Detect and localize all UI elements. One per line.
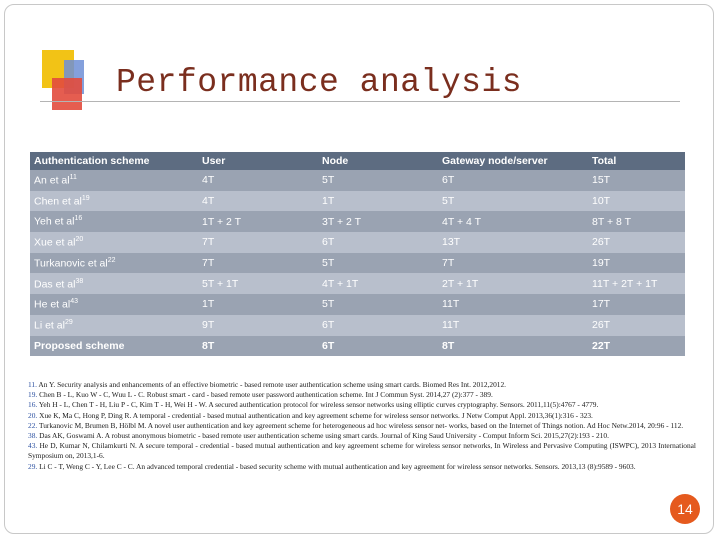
cell-scheme bbox=[30, 211, 198, 232]
table-row bbox=[30, 336, 685, 357]
table-row bbox=[30, 232, 685, 253]
cell-user: 8T bbox=[198, 336, 318, 357]
table-body bbox=[30, 170, 685, 356]
cell-scheme bbox=[30, 336, 198, 357]
cell-user: 5T + 1T bbox=[198, 273, 318, 294]
reference-item bbox=[28, 411, 696, 421]
cell-total: 22T bbox=[588, 336, 685, 357]
cell-node: 5T bbox=[318, 170, 438, 191]
reference-superscript: 43 bbox=[70, 298, 78, 306]
cell-scheme bbox=[30, 253, 198, 274]
performance-table bbox=[30, 152, 685, 356]
cell-total: 8T + 8 T bbox=[588, 211, 685, 232]
table-row bbox=[30, 273, 685, 294]
table-row bbox=[30, 315, 685, 336]
reference-text: Das AK, Goswami A. A robust anonymous biometric - based remote user authentication scheme using smart cards. Journal of King Saud University - Comput Inform Sci. 2015,27(2):193 - 210. bbox=[39, 431, 609, 441]
cell-node: 5T bbox=[318, 294, 438, 315]
table-header-row bbox=[30, 152, 685, 170]
cell-total: 26T bbox=[588, 232, 685, 253]
reference-number: 11. bbox=[28, 380, 37, 389]
reference-text: He D, Kumar N, Chilamkurti N. A secure temporal - credential - based mutual authentication and key agreement scheme for wireless sensor networks, In Wireless and Pervasive Computing (ISWPC), 2013 International Symposium on, 2013,1-6. bbox=[28, 441, 696, 461]
reference-item bbox=[28, 421, 696, 431]
scheme-name: He et al bbox=[34, 298, 71, 311]
reference-superscript: 38 bbox=[75, 277, 84, 285]
cell-gateway: 8T bbox=[438, 336, 588, 357]
cell-gateway: 4T + 4 T bbox=[438, 211, 588, 232]
slide-title: Performance analysis bbox=[116, 64, 523, 101]
cell-gateway: 7T bbox=[438, 253, 588, 274]
reference-number: 22. bbox=[28, 420, 38, 430]
cell-user: 1T bbox=[198, 294, 318, 315]
cell-node: 6T bbox=[318, 232, 438, 253]
scheme-name: Li et al bbox=[34, 319, 65, 332]
cell-gateway: 6T bbox=[438, 170, 588, 191]
cell-scheme bbox=[30, 191, 198, 212]
reference-number: 38. bbox=[28, 431, 38, 441]
reference-superscript: 19 bbox=[81, 194, 90, 202]
cell-scheme bbox=[30, 170, 198, 191]
reference-superscript: 11 bbox=[69, 174, 77, 182]
reference-item bbox=[28, 441, 696, 461]
table-row bbox=[30, 170, 685, 191]
scheme-name: Chen et al bbox=[34, 195, 82, 208]
scheme-name: Das et al bbox=[34, 278, 76, 291]
cell-gateway: 13T bbox=[438, 232, 588, 253]
reference-number: 19. bbox=[28, 390, 38, 400]
references-list bbox=[28, 380, 696, 472]
cell-total: 19T bbox=[588, 253, 685, 274]
cell-gateway: 11T bbox=[438, 315, 588, 336]
cell-user: 9T bbox=[198, 315, 318, 336]
header-node: Node bbox=[318, 152, 438, 170]
table-row bbox=[30, 191, 685, 212]
cell-gateway: 2T + 1T bbox=[438, 273, 588, 294]
cell-node: 6T bbox=[318, 336, 438, 357]
reference-superscript: 29 bbox=[64, 318, 73, 326]
cell-user: 7T bbox=[198, 253, 318, 274]
reference-text: Chen B - L, Kuo W - C, Wuu L - C. Robust smart - card - based remote user password authentication scheme. Int J Commun Syst. 2014,27 (2):377 - 389. bbox=[39, 390, 493, 400]
page-number-badge: 14 bbox=[670, 494, 700, 524]
cell-scheme bbox=[30, 294, 198, 315]
header-user: User bbox=[198, 152, 318, 170]
cell-user: 4T bbox=[198, 191, 318, 212]
cell-node: 5T bbox=[318, 253, 438, 274]
cell-total: 11T + 2T + 1T bbox=[588, 273, 685, 294]
cell-total: 10T bbox=[588, 191, 685, 212]
scheme-name: Xue et al bbox=[34, 236, 76, 249]
cell-node: 1T bbox=[318, 191, 438, 212]
decorative-red-square bbox=[52, 78, 82, 110]
reference-number: 20. bbox=[28, 410, 38, 420]
cell-node: 6T bbox=[318, 315, 438, 336]
scheme-name: Yeh et al bbox=[34, 215, 75, 228]
title-rule bbox=[40, 101, 680, 102]
scheme-name: Turkanovic et al bbox=[34, 257, 108, 270]
cell-user: 7T bbox=[198, 232, 318, 253]
reference-superscript: 16 bbox=[74, 215, 83, 223]
header-total: Total bbox=[588, 152, 685, 170]
reference-number: 16. bbox=[28, 400, 38, 410]
reference-number: 29. bbox=[28, 461, 38, 471]
reference-item bbox=[28, 380, 696, 390]
reference-item bbox=[28, 462, 696, 472]
cell-total: 17T bbox=[588, 294, 685, 315]
reference-number: 43. bbox=[28, 441, 38, 451]
table-row bbox=[30, 253, 685, 274]
cell-node: 4T + 1T bbox=[318, 273, 438, 294]
reference-superscript: 20 bbox=[75, 236, 84, 244]
scheme-name: An et al bbox=[34, 174, 70, 187]
reference-item bbox=[28, 400, 696, 410]
reference-item bbox=[28, 431, 696, 441]
cell-total: 26T bbox=[588, 315, 685, 336]
reference-item bbox=[28, 390, 696, 400]
reference-text: Li C - T, Weng C - Y, Lee C - C. An advanced temporal credential - based security scheme with mutual authentication and key agreement for wireless sensor networks. Sensors. 2013,13 (8):9589 - 9603. bbox=[39, 461, 636, 471]
cell-node: 3T + 2 T bbox=[318, 211, 438, 232]
cell-scheme bbox=[30, 273, 198, 294]
reference-text: An Y. Security analysis and enhancements of an effective biometric - based remote user authentication scheme using smart cards. Biomed Res Int. 2012,2012. bbox=[38, 380, 507, 389]
cell-scheme bbox=[30, 315, 198, 336]
cell-total: 15T bbox=[588, 170, 685, 191]
reference-superscript: 22 bbox=[107, 256, 116, 264]
cell-user: 1T + 2 T bbox=[198, 211, 318, 232]
header-gateway: Gateway node/server bbox=[438, 152, 588, 170]
header-authentication-scheme: Authentication scheme bbox=[30, 152, 198, 170]
table-row bbox=[30, 294, 685, 315]
cell-gateway: 11T bbox=[438, 294, 588, 315]
cell-scheme bbox=[30, 232, 198, 253]
scheme-name: Proposed scheme bbox=[34, 339, 125, 352]
table-row bbox=[30, 211, 685, 232]
reference-text: Turkanovic M, Brumen B, Hölbl M. A novel user authentication and key agreement scheme for heterogeneous ad hoc wireless sensor net- works, based on the Internet of Things notion. Ad Hoc Netw.2014, 20:96 - 112. bbox=[38, 420, 684, 430]
reference-text: Xue K, Ma C, Hong P, Ding R. A temporal - credential - based mutual authentication and key agreement scheme for wireless sensor networks. J Netw Comput Appl. 2013,36(1):316 - 323. bbox=[39, 410, 593, 420]
cell-user: 4T bbox=[198, 170, 318, 191]
cell-gateway: 5T bbox=[438, 191, 588, 212]
reference-text: Yeh H - L, Chen T - H, Liu P - C, Kim T - H, Wei H - W. A secured authentication protocol for wireless sensor networks using elliptic curves cryptography. Sensors. 2011,11(5):4767 - 4779. bbox=[38, 400, 599, 410]
